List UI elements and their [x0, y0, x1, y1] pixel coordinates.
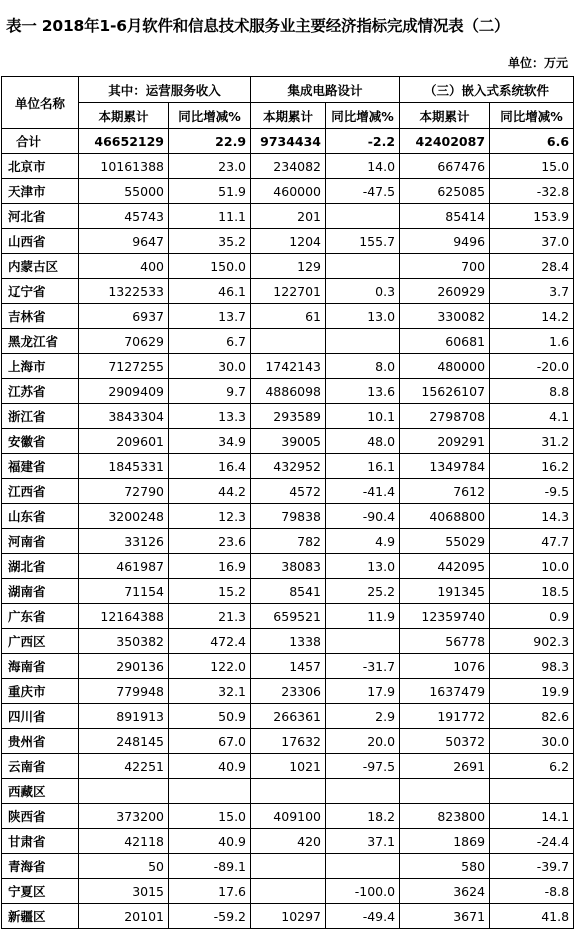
region-name-cell: 合计 [2, 129, 79, 154]
ic-yoy-cell: 8.0 [326, 354, 400, 379]
region-name-cell: 安徽省 [2, 429, 79, 454]
operation-cumulative-cell: 891913 [79, 704, 169, 729]
ic-yoy-cell: -2.2 [326, 129, 400, 154]
operation-cumulative-cell: 3015 [79, 879, 169, 904]
ic-yoy-cell: 14.0 [326, 154, 400, 179]
embedded-cumulative-cell: 442095 [400, 554, 490, 579]
embedded-yoy-cell: 10.0 [490, 554, 574, 579]
ic-yoy-cell: 11.9 [326, 604, 400, 629]
embedded-cumulative-cell: 1349784 [400, 454, 490, 479]
embedded-cumulative-cell: 2691 [400, 754, 490, 779]
embedded-cumulative-cell: 4068800 [400, 504, 490, 529]
embedded-cumulative-cell: 209291 [400, 429, 490, 454]
region-name-cell: 山东省 [2, 504, 79, 529]
operation-cumulative-cell: 9647 [79, 229, 169, 254]
embedded-cumulative-cell: 480000 [400, 354, 490, 379]
table-row [2, 529, 574, 554]
header-cumulative: 本期累计 [79, 103, 169, 129]
ic-yoy-cell: 25.2 [326, 579, 400, 604]
table-title: 表一 2018年1-6月软件和信息技术服务业主要经济指标完成情况表（二） [6, 17, 510, 35]
embedded-cumulative-cell: 1869 [400, 829, 490, 854]
embedded-cumulative-cell: 60681 [400, 329, 490, 354]
operation-yoy-cell: 16.9 [169, 554, 251, 579]
operation-cumulative-cell: 2909409 [79, 379, 169, 404]
table-row [2, 729, 574, 754]
table-row [2, 704, 574, 729]
operation-yoy-cell: 15.2 [169, 579, 251, 604]
table-row [2, 654, 574, 679]
operation-yoy-cell: 21.3 [169, 604, 251, 629]
table-row [2, 754, 574, 779]
table-row [2, 479, 574, 504]
embedded-cumulative-cell: 2798708 [400, 404, 490, 429]
embedded-cumulative-cell: 700 [400, 254, 490, 279]
ic-cumulative-cell: 782 [251, 529, 326, 554]
embedded-yoy-cell: 3.7 [490, 279, 574, 304]
operation-yoy-cell: 12.3 [169, 504, 251, 529]
embedded-yoy-cell: 18.5 [490, 579, 574, 604]
operation-cumulative-cell: 461987 [79, 554, 169, 579]
table-row [2, 579, 574, 604]
header-region: 单位名称 [2, 77, 79, 129]
region-name-cell: 河南省 [2, 529, 79, 554]
embedded-cumulative-cell: 191345 [400, 579, 490, 604]
table-row-total [2, 129, 574, 154]
table-row [2, 429, 574, 454]
embedded-yoy-cell: 30.0 [490, 729, 574, 754]
region-name-cell: 广东省 [2, 604, 79, 629]
table-row [2, 604, 574, 629]
table-row [2, 904, 574, 929]
ic-yoy-cell [326, 204, 400, 229]
embedded-cumulative-cell: 580 [400, 854, 490, 879]
header-group-operation-service: 其中：运营服务收入 [79, 77, 251, 103]
ic-yoy-cell: 155.7 [326, 229, 400, 254]
region-name-cell: 浙江省 [2, 404, 79, 429]
ic-yoy-cell: 13.0 [326, 554, 400, 579]
table-row [2, 304, 574, 329]
operation-cumulative-cell: 7127255 [79, 354, 169, 379]
embedded-cumulative-cell: 3624 [400, 879, 490, 904]
ic-cumulative-cell: 39005 [251, 429, 326, 454]
operation-cumulative-cell: 209601 [79, 429, 169, 454]
embedded-yoy-cell: 31.2 [490, 429, 574, 454]
operation-cumulative-cell: 400 [79, 254, 169, 279]
operation-yoy-cell: 11.1 [169, 204, 251, 229]
ic-yoy-cell: 13.0 [326, 304, 400, 329]
ic-yoy-cell: -97.5 [326, 754, 400, 779]
embedded-cumulative-cell: 85414 [400, 204, 490, 229]
region-name-cell: 青海省 [2, 854, 79, 879]
embedded-yoy-cell: 153.9 [490, 204, 574, 229]
ic-yoy-cell: 10.1 [326, 404, 400, 429]
embedded-yoy-cell: 6.2 [490, 754, 574, 779]
embedded-yoy-cell [490, 779, 574, 804]
ic-yoy-cell: -41.4 [326, 479, 400, 504]
embedded-yoy-cell: 0.9 [490, 604, 574, 629]
ic-yoy-cell: 37.1 [326, 829, 400, 854]
ic-yoy-cell: 48.0 [326, 429, 400, 454]
ic-yoy-cell [326, 254, 400, 279]
embedded-yoy-cell: 41.8 [490, 904, 574, 929]
operation-yoy-cell: 13.7 [169, 304, 251, 329]
operation-cumulative-cell: 72790 [79, 479, 169, 504]
embedded-cumulative-cell: 50372 [400, 729, 490, 754]
operation-yoy-cell: 122.0 [169, 654, 251, 679]
operation-yoy-cell: 9.7 [169, 379, 251, 404]
header-cumulative: 本期累计 [251, 103, 326, 129]
header-yoy: 同比增减% [326, 103, 400, 129]
operation-yoy-cell: 6.7 [169, 329, 251, 354]
embedded-yoy-cell: 28.4 [490, 254, 574, 279]
operation-yoy-cell: 22.9 [169, 129, 251, 154]
embedded-cumulative-cell: 667476 [400, 154, 490, 179]
operation-cumulative-cell: 71154 [79, 579, 169, 604]
embedded-cumulative-cell: 55029 [400, 529, 490, 554]
operation-yoy-cell: 51.9 [169, 179, 251, 204]
operation-yoy-cell: 46.1 [169, 279, 251, 304]
embedded-yoy-cell: 902.3 [490, 629, 574, 654]
embedded-yoy-cell: 1.6 [490, 329, 574, 354]
ic-cumulative-cell: 1742143 [251, 354, 326, 379]
ic-cumulative-cell: 4886098 [251, 379, 326, 404]
embedded-yoy-cell: 14.2 [490, 304, 574, 329]
ic-yoy-cell: 2.9 [326, 704, 400, 729]
embedded-yoy-cell: 47.7 [490, 529, 574, 554]
ic-cumulative-cell: 122701 [251, 279, 326, 304]
embedded-yoy-cell: 82.6 [490, 704, 574, 729]
table-row [2, 154, 574, 179]
ic-yoy-cell [326, 779, 400, 804]
operation-cumulative-cell: 20101 [79, 904, 169, 929]
operation-cumulative-cell: 33126 [79, 529, 169, 554]
embedded-yoy-cell: -8.8 [490, 879, 574, 904]
operation-yoy-cell: 35.2 [169, 229, 251, 254]
ic-cumulative-cell: 659521 [251, 604, 326, 629]
ic-cumulative-cell: 201 [251, 204, 326, 229]
embedded-cumulative-cell: 9496 [400, 229, 490, 254]
region-name-cell: 江西省 [2, 479, 79, 504]
region-name-cell: 甘肃省 [2, 829, 79, 854]
operation-yoy-cell: 32.1 [169, 679, 251, 704]
region-name-cell: 湖南省 [2, 579, 79, 604]
ic-cumulative-cell: 9734434 [251, 129, 326, 154]
embedded-cumulative-cell: 12359740 [400, 604, 490, 629]
operation-cumulative-cell: 12164388 [79, 604, 169, 629]
embedded-cumulative-cell: 56778 [400, 629, 490, 654]
table-row [2, 354, 574, 379]
ic-yoy-cell: 20.0 [326, 729, 400, 754]
table-row [2, 804, 574, 829]
ic-yoy-cell [326, 329, 400, 354]
embedded-yoy-cell: 14.3 [490, 504, 574, 529]
ic-cumulative-cell: 23306 [251, 679, 326, 704]
embedded-cumulative-cell: 330082 [400, 304, 490, 329]
table-row [2, 879, 574, 904]
operation-yoy-cell [169, 779, 251, 804]
ic-cumulative-cell: 1204 [251, 229, 326, 254]
operation-cumulative-cell: 42118 [79, 829, 169, 854]
ic-yoy-cell: 0.3 [326, 279, 400, 304]
operation-yoy-cell: 30.0 [169, 354, 251, 379]
region-name-cell: 山西省 [2, 229, 79, 254]
table-row [2, 779, 574, 804]
ic-cumulative-cell: 8541 [251, 579, 326, 604]
ic-yoy-cell [326, 629, 400, 654]
embedded-cumulative-cell: 42402087 [400, 129, 490, 154]
region-name-cell: 西藏区 [2, 779, 79, 804]
ic-cumulative-cell: 1338 [251, 629, 326, 654]
operation-yoy-cell: -89.1 [169, 854, 251, 879]
table-row [2, 504, 574, 529]
operation-cumulative-cell: 46652129 [79, 129, 169, 154]
ic-cumulative-cell [251, 879, 326, 904]
operation-cumulative-cell: 70629 [79, 329, 169, 354]
ic-yoy-cell: 13.6 [326, 379, 400, 404]
embedded-yoy-cell: 16.2 [490, 454, 574, 479]
ic-yoy-cell: -47.5 [326, 179, 400, 204]
region-name-cell: 北京市 [2, 154, 79, 179]
ic-yoy-cell [326, 854, 400, 879]
operation-yoy-cell: 472.4 [169, 629, 251, 654]
operation-cumulative-cell: 3200248 [79, 504, 169, 529]
region-name-cell: 云南省 [2, 754, 79, 779]
embedded-cumulative-cell: 823800 [400, 804, 490, 829]
embedded-yoy-cell: -24.4 [490, 829, 574, 854]
operation-cumulative-cell: 55000 [79, 179, 169, 204]
operation-cumulative-cell: 42251 [79, 754, 169, 779]
embedded-cumulative-cell: 3671 [400, 904, 490, 929]
header-group-embedded-software: （三）嵌入式系统软件 [400, 77, 574, 103]
embedded-yoy-cell: -39.7 [490, 854, 574, 879]
ic-cumulative-cell [251, 854, 326, 879]
region-name-cell: 贵州省 [2, 729, 79, 754]
region-name-cell: 宁夏区 [2, 879, 79, 904]
region-name-cell: 福建省 [2, 454, 79, 479]
header-yoy: 同比增减% [169, 103, 251, 129]
operation-cumulative-cell: 10161388 [79, 154, 169, 179]
ic-yoy-cell: 17.9 [326, 679, 400, 704]
table-row [2, 179, 574, 204]
operation-cumulative-cell: 290136 [79, 654, 169, 679]
embedded-cumulative-cell: 260929 [400, 279, 490, 304]
region-name-cell: 广西区 [2, 629, 79, 654]
table-row [2, 629, 574, 654]
operation-cumulative-cell: 45743 [79, 204, 169, 229]
embedded-yoy-cell: 8.8 [490, 379, 574, 404]
ic-cumulative-cell: 79838 [251, 504, 326, 529]
embedded-cumulative-cell: 1076 [400, 654, 490, 679]
table-row [2, 454, 574, 479]
embedded-yoy-cell: -32.8 [490, 179, 574, 204]
operation-yoy-cell: 16.4 [169, 454, 251, 479]
table-row [2, 229, 574, 254]
operation-yoy-cell: 15.0 [169, 804, 251, 829]
operation-yoy-cell: 40.9 [169, 754, 251, 779]
region-name-cell: 重庆市 [2, 679, 79, 704]
operation-cumulative-cell: 373200 [79, 804, 169, 829]
ic-yoy-cell: -49.4 [326, 904, 400, 929]
operation-yoy-cell: 40.9 [169, 829, 251, 854]
table-body [2, 129, 574, 929]
operation-cumulative-cell: 50 [79, 854, 169, 879]
region-name-cell: 辽宁省 [2, 279, 79, 304]
embedded-yoy-cell: 14.1 [490, 804, 574, 829]
operation-cumulative-cell: 779948 [79, 679, 169, 704]
ic-yoy-cell: -100.0 [326, 879, 400, 904]
region-name-cell: 黑龙江省 [2, 329, 79, 354]
ic-cumulative-cell: 420 [251, 829, 326, 854]
ic-cumulative-cell: 409100 [251, 804, 326, 829]
ic-cumulative-cell [251, 329, 326, 354]
embedded-yoy-cell: -20.0 [490, 354, 574, 379]
operation-cumulative-cell: 6937 [79, 304, 169, 329]
ic-yoy-cell: 18.2 [326, 804, 400, 829]
operation-cumulative-cell: 248145 [79, 729, 169, 754]
ic-yoy-cell: -31.7 [326, 654, 400, 679]
operation-cumulative-cell: 1845331 [79, 454, 169, 479]
ic-cumulative-cell: 4572 [251, 479, 326, 504]
operation-yoy-cell: 13.3 [169, 404, 251, 429]
operation-yoy-cell: 23.6 [169, 529, 251, 554]
embedded-yoy-cell: 15.0 [490, 154, 574, 179]
operation-cumulative-cell: 3843304 [79, 404, 169, 429]
region-name-cell: 陕西省 [2, 804, 79, 829]
ic-yoy-cell: 4.9 [326, 529, 400, 554]
operation-yoy-cell: 17.6 [169, 879, 251, 904]
embedded-cumulative-cell: 1637479 [400, 679, 490, 704]
region-name-cell: 海南省 [2, 654, 79, 679]
indicators-table [1, 76, 574, 929]
embedded-yoy-cell: 4.1 [490, 404, 574, 429]
table-row [2, 854, 574, 879]
region-name-cell: 四川省 [2, 704, 79, 729]
operation-yoy-cell: -59.2 [169, 904, 251, 929]
ic-yoy-cell: 16.1 [326, 454, 400, 479]
table-row [2, 279, 574, 304]
operation-cumulative-cell: 1322533 [79, 279, 169, 304]
ic-cumulative-cell: 38083 [251, 554, 326, 579]
table-row [2, 679, 574, 704]
embedded-cumulative-cell [400, 779, 490, 804]
table-row [2, 329, 574, 354]
operation-cumulative-cell [79, 779, 169, 804]
ic-cumulative-cell: 1457 [251, 654, 326, 679]
embedded-yoy-cell: 98.3 [490, 654, 574, 679]
region-name-cell: 湖北省 [2, 554, 79, 579]
operation-yoy-cell: 34.9 [169, 429, 251, 454]
ic-cumulative-cell: 1021 [251, 754, 326, 779]
ic-yoy-cell: -90.4 [326, 504, 400, 529]
ic-cumulative-cell: 293589 [251, 404, 326, 429]
embedded-cumulative-cell: 191772 [400, 704, 490, 729]
ic-cumulative-cell: 129 [251, 254, 326, 279]
region-name-cell: 天津市 [2, 179, 79, 204]
region-name-cell: 上海市 [2, 354, 79, 379]
table-row [2, 554, 574, 579]
operation-yoy-cell: 150.0 [169, 254, 251, 279]
ic-cumulative-cell: 266361 [251, 704, 326, 729]
embedded-yoy-cell: 6.6 [490, 129, 574, 154]
table-row [2, 404, 574, 429]
embedded-cumulative-cell: 625085 [400, 179, 490, 204]
embedded-cumulative-cell: 15626107 [400, 379, 490, 404]
ic-cumulative-cell: 10297 [251, 904, 326, 929]
ic-cumulative-cell: 61 [251, 304, 326, 329]
ic-cumulative-cell: 17632 [251, 729, 326, 754]
operation-yoy-cell: 23.0 [169, 154, 251, 179]
header-cumulative: 本期累计 [400, 103, 490, 129]
header-yoy: 同比增减% [490, 103, 574, 129]
embedded-yoy-cell: -9.5 [490, 479, 574, 504]
embedded-cumulative-cell: 7612 [400, 479, 490, 504]
header-group-ic-design: 集成电路设计 [251, 77, 400, 103]
ic-cumulative-cell: 234082 [251, 154, 326, 179]
unit-label: 单位：万元 [507, 56, 568, 70]
operation-yoy-cell: 67.0 [169, 729, 251, 754]
table-row [2, 254, 574, 279]
table-row [2, 379, 574, 404]
region-name-cell: 江苏省 [2, 379, 79, 404]
ic-cumulative-cell: 432952 [251, 454, 326, 479]
table-row [2, 829, 574, 854]
ic-cumulative-cell: 460000 [251, 179, 326, 204]
operation-cumulative-cell: 350382 [79, 629, 169, 654]
region-name-cell: 新疆区 [2, 904, 79, 929]
ic-cumulative-cell [251, 779, 326, 804]
region-name-cell: 内蒙古区 [2, 254, 79, 279]
table-row [2, 204, 574, 229]
region-name-cell: 河北省 [2, 204, 79, 229]
embedded-yoy-cell: 19.9 [490, 679, 574, 704]
operation-yoy-cell: 44.2 [169, 479, 251, 504]
operation-yoy-cell: 50.9 [169, 704, 251, 729]
embedded-yoy-cell: 37.0 [490, 229, 574, 254]
region-name-cell: 吉林省 [2, 304, 79, 329]
